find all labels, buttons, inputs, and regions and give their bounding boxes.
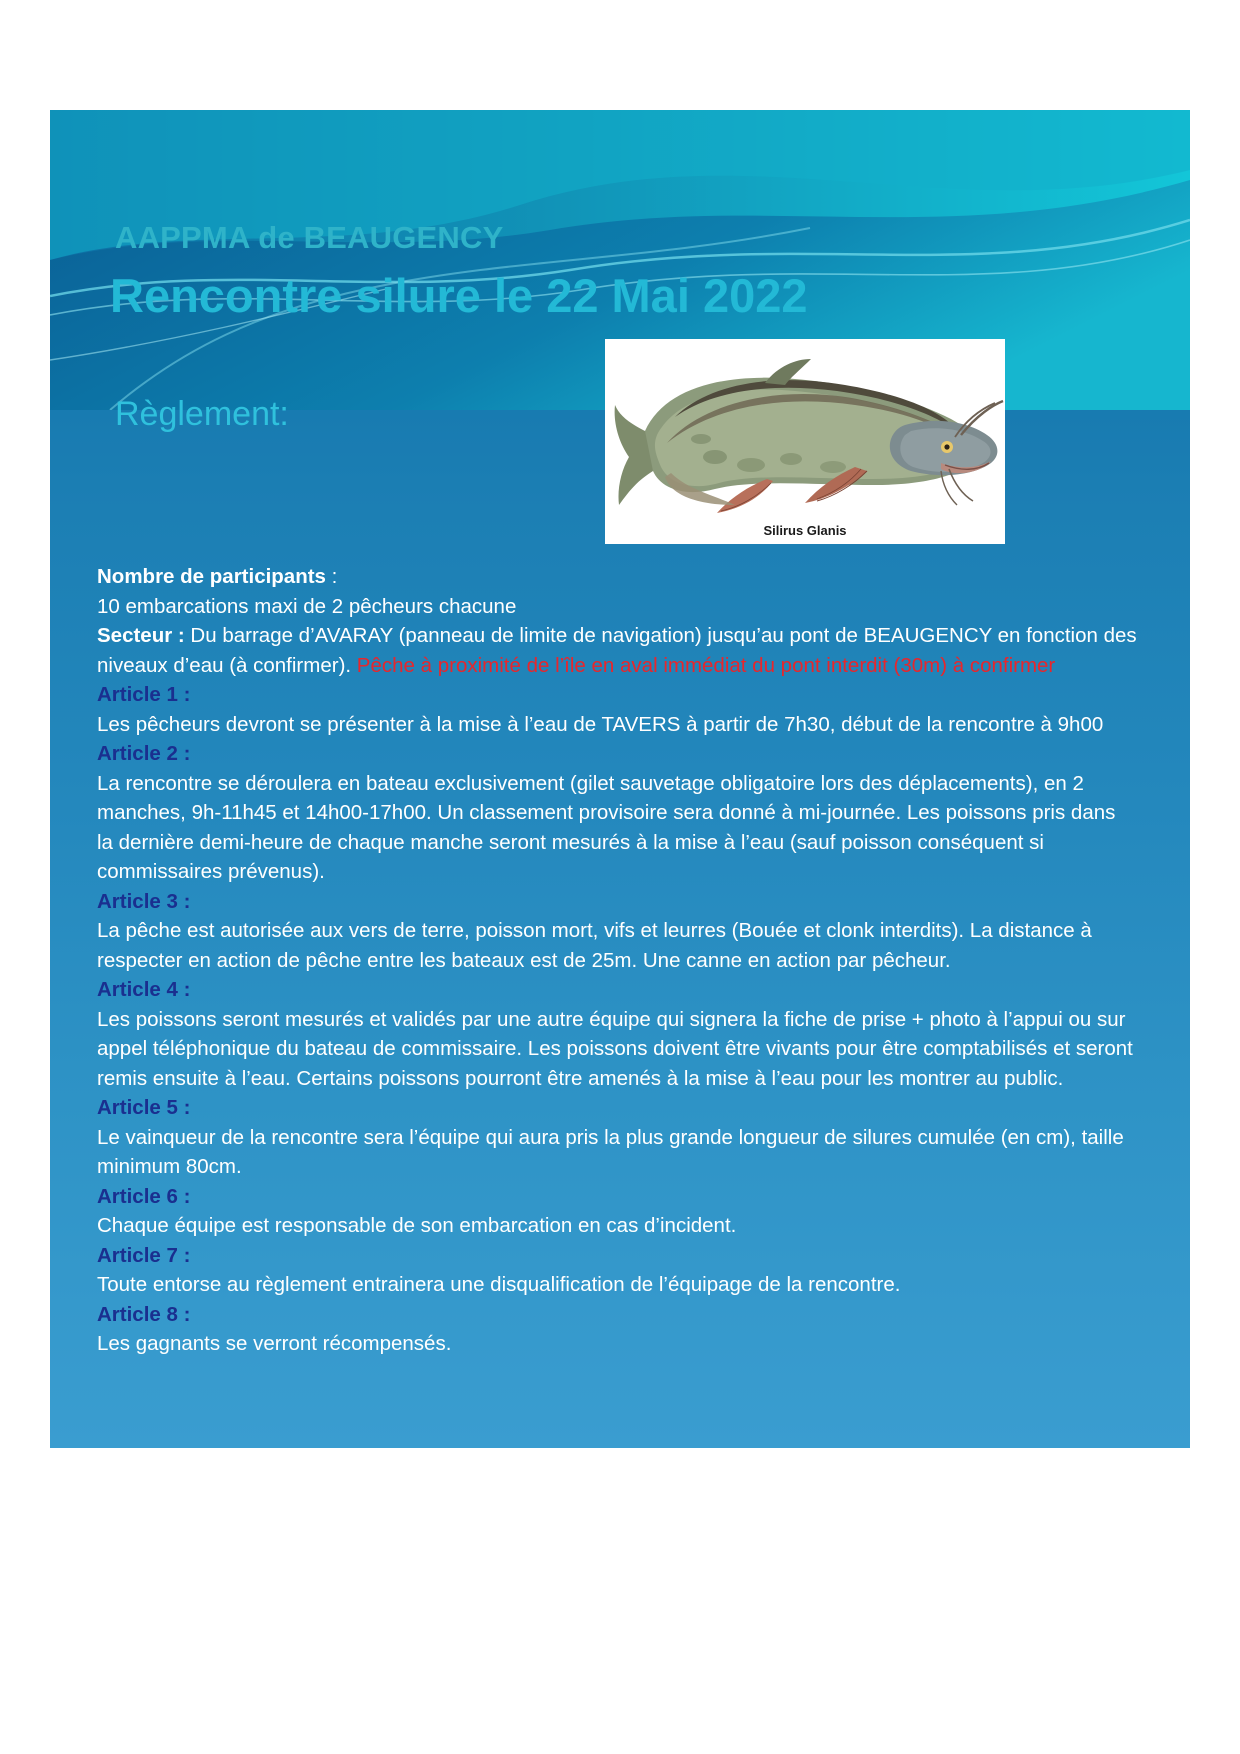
participants-label-suffix: : bbox=[325, 565, 338, 588]
participants-line bbox=[97, 562, 1137, 592]
participants-label: Nombre de participants bbox=[97, 565, 326, 588]
article-5-heading: Article 5 : bbox=[97, 1096, 191, 1120]
article-1-text: Les pêcheurs devront se présenter à la mise à l’eau de TAVERS à partir de 7h30, début de la rencontre à 9h00 bbox=[97, 712, 1104, 736]
sector-line bbox=[97, 621, 1137, 680]
article-3-text: La pêche est autorisée aux vers de terre, poisson mort, vifs et leurres (Bouée et clonk interdits). La distance à respecter en action de pêche entre les bateaux est de 25m. Une canne en action par pêcheur. bbox=[97, 919, 1092, 972]
rules-text-block bbox=[97, 562, 1137, 1359]
article-1-heading: Article 1 : bbox=[97, 683, 191, 707]
article-4-text: Les poissons seront mesurés et validés par une autre équipe qui signera la fiche de prise + photo à l’appui ou sur appel téléphonique du bateau de commissaire. Les poissons doivent être vivants pour être comptabilisés et seront remis ensuite à l’eau. Certains poissons pourront être amenés à la mise à l’eau pour les montrer au public. bbox=[97, 1007, 1133, 1090]
catfish-illustration bbox=[605, 339, 1005, 544]
article-8-heading: Article 8 : bbox=[97, 1302, 191, 1326]
catfish-image bbox=[605, 339, 1005, 544]
article-2-heading: Article 2 : bbox=[97, 742, 191, 766]
sector-label: Secteur : bbox=[97, 624, 185, 648]
article-6-text: Chaque équipe est responsable de son embarcation en cas d’incident. bbox=[97, 1214, 737, 1238]
article-7-text: Toute entorse au règlement entrainera une disqualification de l’équipage de la rencontre. bbox=[97, 1273, 901, 1297]
section-title: Règlement: bbox=[115, 395, 289, 433]
article-5-text: Le vainqueur de la rencontre sera l’équipe qui aura pris la plus grande longueur de silures cumulée (en cm), taille minimum 80cm. bbox=[97, 1125, 1124, 1179]
sector-text: Du barrage d’AVARAY (panneau de limite de navigation) jusqu’au pont de BEAUGENCY en fonction des niveaux d’eau (à confirmer). bbox=[97, 624, 1137, 677]
association-name: AAPPMA de BEAUGENCY bbox=[115, 220, 504, 255]
article-4-heading: Article 4 : bbox=[97, 978, 191, 1002]
article-6-heading: Article 6 : bbox=[97, 1184, 191, 1208]
article-8-text: Les gagnants se verront récompensés. bbox=[97, 1332, 452, 1356]
poster-page bbox=[50, 110, 1190, 1448]
participants-value: 10 embarcations maxi de 2 pêcheurs chacune bbox=[97, 594, 517, 618]
article-3-heading: Article 3 : bbox=[97, 889, 191, 913]
image-caption: Silirus Glanis bbox=[763, 523, 847, 538]
page-title: Rencontre silure le 22 Mai 2022 bbox=[110, 269, 808, 322]
sector-warning: Pêche à proximité de l’île en aval immédiat du pont interdit (30m) à confirmer bbox=[356, 653, 1056, 677]
article-2-text: La rencontre se déroulera en bateau exclusivement (gilet sauvetage obligatoire lors des déplacements), en 2 manches, 9h-11h45 et 14h00-17h00. Un classement provisoire sera donné à mi-journée. Les poissons pris dans la dernière demi-heure de chaque manche seront mesurés à la mise à l’eau (sauf poisson conséquent si commissaires prévenus). bbox=[97, 771, 1116, 884]
article-7-heading: Article 7 : bbox=[97, 1243, 191, 1267]
